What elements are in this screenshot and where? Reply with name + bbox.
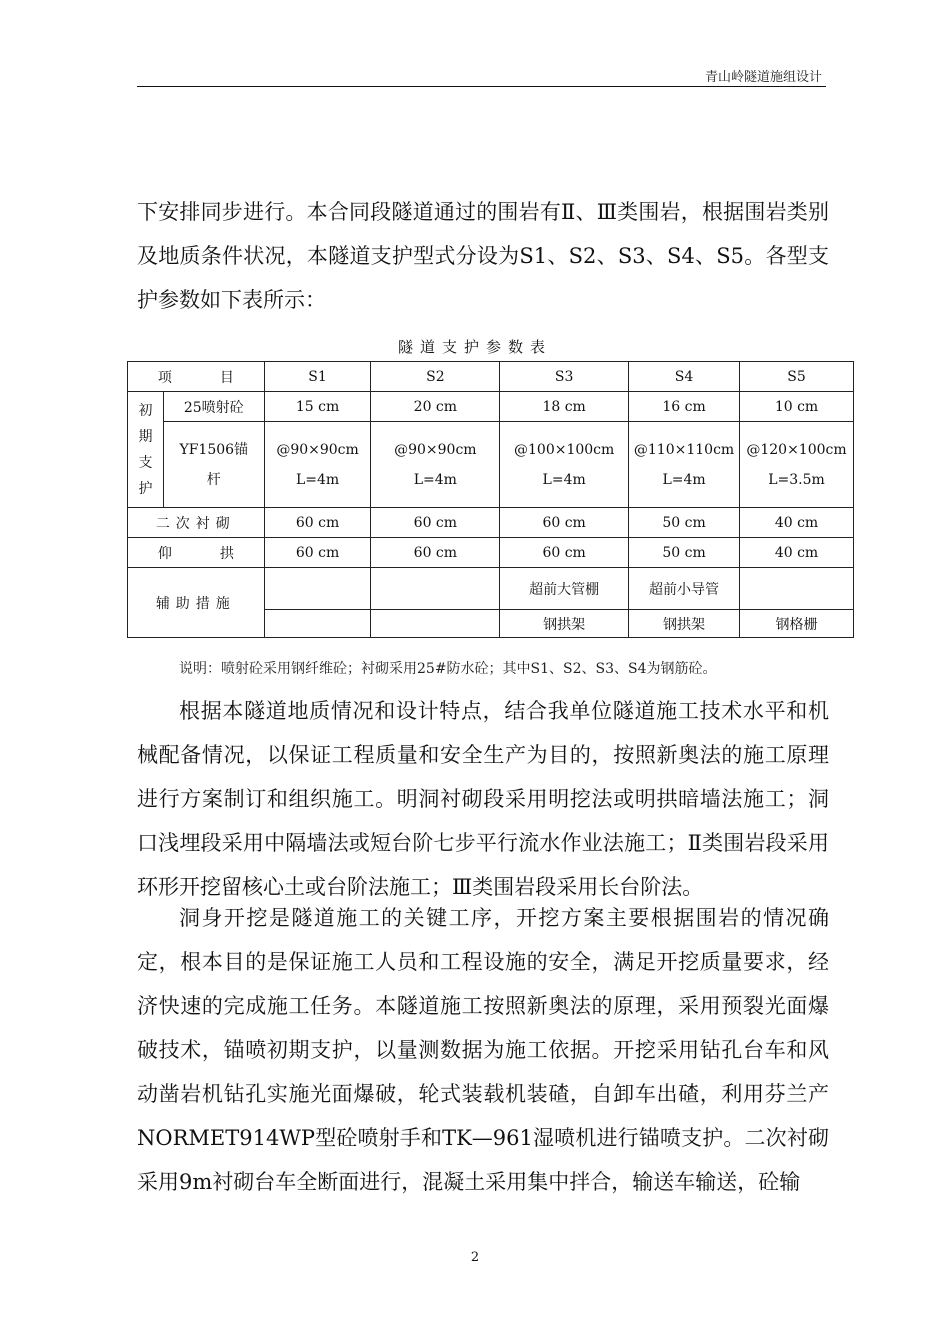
spray-s5: 10 cm (740, 392, 854, 422)
paragraph-construction-method: 根据本隧道地质情况和设计特点，结合我单位隧道施工技术水平和机械配备情况，以保证工程质量和安全生产为目的，按照新奥法的施工原理进行方案制订和组织施工。明洞衬砌段采用明挖法或明拱暗墙法施工；洞口浅埋段采用中隔墙法或短台阶七步平行流水作业法施工；Ⅱ类围岩段采用环形开挖留核心土或台阶法施工；Ⅲ类围岩段采用长台阶法。 (137, 699, 829, 899)
secondary-s5: 40 cm (740, 508, 854, 538)
header-item-label-a: 项 (157, 369, 172, 386)
spray-s2: 20 cm (371, 392, 500, 422)
invert-s3: 60 cm (500, 538, 629, 568)
header-s3: S3 (500, 362, 629, 392)
invert-label-a: 仰 (157, 545, 172, 562)
aux2-s4: 钢拱架 (629, 610, 740, 638)
bolt-label-line-1: YF1506锚 (179, 441, 249, 458)
auxiliary-label: 辅助措施 (128, 568, 265, 638)
row-rock-bolt (128, 422, 854, 508)
bolt-s5-length: L=3.5m (768, 471, 825, 488)
bolt-s2 (371, 422, 500, 508)
bolt-label (163, 422, 264, 508)
secondary-label: 二次衬砌 (128, 508, 265, 538)
invert-s2: 60 cm (371, 538, 500, 568)
row-auxiliary-1 (128, 568, 854, 610)
bolt-s4-length: L=4m (662, 471, 706, 488)
header-s2: S2 (371, 362, 500, 392)
paragraph-excavation: 洞身开挖是隧道施工的关键工序，开挖方案主要根据围岩的情况确定，根本目的是保证施工人员和工程设施的安全，满足开挖质量要求，经济快速的完成施工任务。本隧道施工按照新奥法的原理，采用预裂光面爆破技术，锚喷初期支护，以量测数据为施工依据。开挖采用钻孔台车和风动凿岩机钻孔实施光面爆破，轮式装载机装碴，自卸车出碴，利用芬兰产NORMET914WP型砼喷射手和TK—961湿喷机进行锚喷支护。二次衬砌采用9m衬砌台车全断面进行，混凝土采用集中拌合，输送车输送，砼输 (137, 906, 829, 1194)
spray-s1: 15 cm (264, 392, 371, 422)
initial-group-char-1: 初 (138, 402, 153, 419)
header-s1: S1 (264, 362, 371, 392)
row-secondary-lining (128, 508, 854, 538)
secondary-s1: 60 cm (264, 508, 371, 538)
bolt-s1-length: L=4m (295, 471, 340, 488)
spray-label: 25喷射砼 (163, 392, 264, 422)
invert-label-b: 拱 (219, 545, 234, 562)
aux1-s1 (264, 568, 371, 610)
bolt-s4 (629, 422, 740, 508)
bolt-s5-spacing: @120×100cm (746, 441, 847, 458)
paragraph-intro: 下安排同步进行。本合同段隧道通过的围岩有Ⅱ、Ⅲ类围岩，根据围岩类别及地质条件状况，本隧道支护型式分设为S1、S2、S3、S4、S5。各型支护参数如下表所示： (137, 200, 829, 312)
aux2-s3: 钢拱架 (500, 610, 629, 638)
bolt-s3-spacing: @100×100cm (514, 441, 615, 458)
initial-group-char-2: 期 (138, 428, 153, 445)
header-title: 青山岭隧道施组设计 (704, 70, 822, 85)
row-spray-concrete (128, 392, 854, 422)
header-s4: S4 (629, 362, 740, 392)
spray-s4: 16 cm (629, 392, 740, 422)
initial-support-group-cell (128, 392, 164, 508)
bolt-s5 (740, 422, 854, 508)
initial-group-char-4: 护 (138, 480, 153, 497)
table-title: 隧道支护参数表 (397, 338, 552, 356)
bolt-s1 (264, 422, 371, 508)
header-rule (137, 86, 826, 87)
invert-s5: 40 cm (740, 538, 854, 568)
aux1-s3: 超前大管棚 (500, 568, 629, 610)
invert-label (128, 538, 265, 568)
bolt-label-line-2: 杆 (206, 471, 221, 488)
aux1-s5 (740, 568, 854, 610)
page-number: 2 (470, 1250, 480, 1265)
invert-s1: 60 cm (264, 538, 371, 568)
header-item-cell (128, 362, 265, 392)
aux1-s4: 超前小导管 (629, 568, 740, 610)
secondary-s2: 60 cm (371, 508, 500, 538)
bolt-s2-spacing: @90×90cm (394, 441, 477, 458)
invert-s4: 50 cm (629, 538, 740, 568)
secondary-s4: 50 cm (629, 508, 740, 538)
support-parameter-table (127, 361, 854, 638)
header-item-label-b: 目 (219, 369, 234, 386)
bolt-s3-length: L=4m (542, 471, 586, 488)
row-invert (128, 538, 854, 568)
table-header-row (128, 362, 854, 392)
header-s5: S5 (740, 362, 854, 392)
secondary-s3: 60 cm (500, 508, 629, 538)
initial-group-char-3: 支 (138, 454, 153, 471)
bolt-s4-spacing: @110×110cm (633, 441, 735, 458)
aux2-s2 (371, 610, 500, 638)
bolt-s1-spacing: @90×90cm (276, 441, 359, 458)
table-note: 说明：喷射砼采用钢纤维砼；衬砌采用25#防水砼；其中S1、S2、S3、S4为钢筋砼。 (179, 661, 717, 677)
spray-s3: 18 cm (500, 392, 629, 422)
aux2-s1 (264, 610, 371, 638)
bolt-s2-length: L=4m (413, 471, 457, 488)
bolt-s3 (500, 422, 629, 508)
aux2-s5: 钢格栅 (740, 610, 854, 638)
aux1-s2 (371, 568, 500, 610)
